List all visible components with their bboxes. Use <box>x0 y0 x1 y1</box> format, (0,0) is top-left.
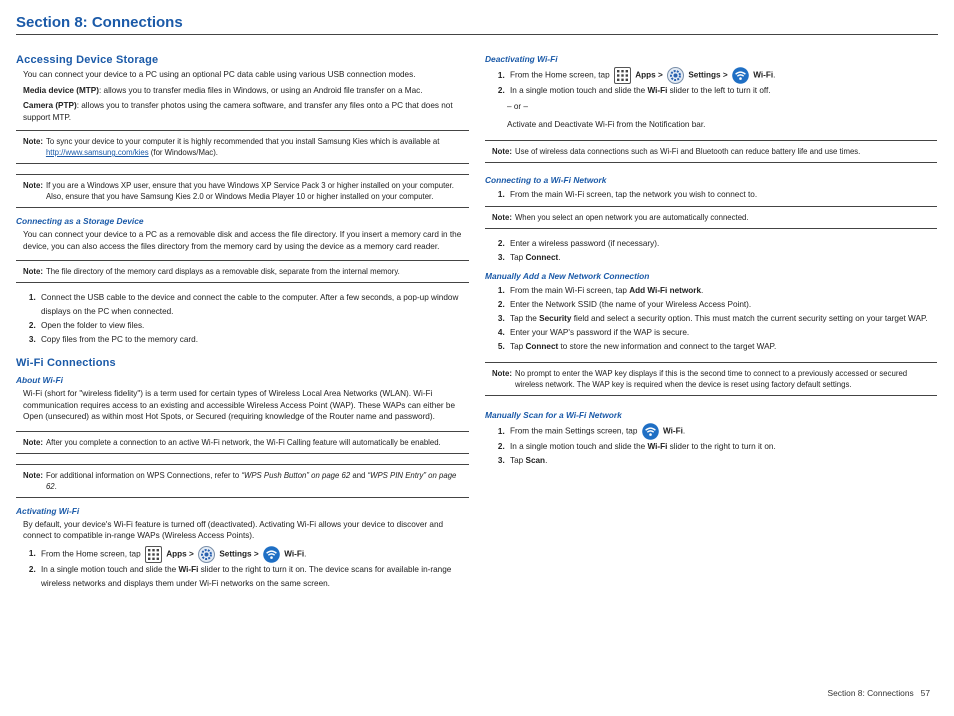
note-label: Note: <box>492 213 512 222</box>
note-text-b: and <box>350 470 368 480</box>
step-text-b: Wi-Fi <box>647 86 668 95</box>
note-text: If you are a Windows XP user, ensure that you have Windows XP Service Pack 3 or higher installed on your computer. Also, ensure that you have Samsung Kies 2.0 or Windows Media Player 10 or higher installed on your computer. <box>45 181 454 201</box>
step-text-c: field and select a security option. This must match the current security setting on your target WAP. <box>571 314 928 323</box>
list-item: 2. Enter a wireless password (if necessary). <box>507 237 937 251</box>
note-text: Use of wireless data connections such as Wi-Fi and Bluetooth can reduce battery life and use times. <box>514 147 861 156</box>
settings-label: Settings > <box>688 70 728 80</box>
step-text-b: Connect <box>525 253 559 262</box>
apps-grid-icon <box>614 67 631 84</box>
step-text-a: In a single motion touch and slide the <box>510 86 648 95</box>
ads-ptp <box>16 100 469 123</box>
connect-steps-b <box>485 237 937 265</box>
note-open-network <box>485 206 937 229</box>
scan-steps <box>485 423 937 468</box>
or-separator: – or – <box>507 102 528 111</box>
manual-steps <box>485 284 937 354</box>
heading-connecting-storage: Connecting as a Storage Device <box>16 216 144 226</box>
list-item: 3. Tap Connect. <box>507 251 937 265</box>
note-text-c: . <box>54 481 57 491</box>
note-text: The file directory of the memory card displays as a removable disk, separate from the internal memory. <box>45 267 400 276</box>
wifi-icon <box>732 67 749 84</box>
apps-label: Apps > <box>166 549 194 559</box>
list-item: 2. Open the folder to view files. <box>38 319 469 333</box>
note-samsung-kies <box>16 130 469 164</box>
list-item: 3. Copy files from the PC to the memory card. <box>38 333 469 347</box>
list-item: 1. From the main Settings screen, tap Wi-Fi. <box>507 423 937 440</box>
title-divider <box>16 34 938 35</box>
list-item <box>507 312 937 326</box>
mtp-text: : allows you to transfer media files in Windows, or using an Android file transfer on a Mac. <box>98 85 423 95</box>
step-text-a: Tap <box>510 342 526 351</box>
list-item: 1. Connect the USB cable to the device and connect the cable to the computer. After a few seconds, a pop-up window displays on the PC when connected. <box>38 291 469 319</box>
settings-gear-icon <box>667 67 684 84</box>
step-text-c: slider to the right to turn it on. <box>667 442 776 451</box>
step-text-b: Wi-Fi <box>178 564 199 574</box>
note-label: Note: <box>23 470 43 480</box>
wifi-label: Wi-Fi <box>662 426 683 436</box>
connect-steps-a <box>485 188 937 202</box>
settings-label: Settings > <box>219 549 259 559</box>
wps-pin-ref[interactable]: “WPS PIN Entry” on page 62 <box>45 470 457 491</box>
note-text <box>46 470 469 492</box>
page-title: Section 8: Connections <box>16 14 183 31</box>
step-text-b: Scan <box>525 456 546 465</box>
step-text-a: Tap <box>510 253 526 262</box>
note-text <box>46 136 469 158</box>
mtp-label: Media device (MTP) <box>23 85 99 95</box>
kies-link[interactable]: http://www.samsung.com/kies <box>45 148 149 157</box>
apps-label: Apps > <box>635 70 663 80</box>
note-text: No prompt to enter the WAP key displays if this is the second time to connect to a previously accessed or secured wireless network. The WAP key is required when the device is reset using factory default settings. <box>514 369 908 389</box>
note-label: Note: <box>23 267 43 276</box>
step-text-b: Wi-Fi <box>647 442 668 451</box>
deactivating-steps <box>485 67 937 98</box>
wps-push-ref[interactable]: “WPS Push Button” on page 62 <box>241 470 351 480</box>
list-item <box>507 440 937 454</box>
list-item <box>507 340 937 354</box>
list-item: 4. Enter your WAP's password if the WAP is secure. <box>507 326 937 340</box>
ads-intro: You can connect your device to a PC using an optional PC data cable using various USB connection modes. <box>23 70 416 79</box>
deactivate-alt: Activate and Deactivate Wi-Fi from the Notification bar. <box>507 120 706 129</box>
left-column <box>16 54 469 597</box>
note-text: When you select an open network you are automatically connected. <box>514 213 749 222</box>
ads-mtp <box>16 85 469 97</box>
footer-section: Section 8: Connections <box>827 688 914 698</box>
note-text: After you complete a connection to an active Wi-Fi network, the Wi-Fi Calling feature will automatically be enabled. <box>45 437 441 447</box>
list-item <box>507 84 937 98</box>
wifi-icon <box>263 546 280 563</box>
note-wifi-calling <box>16 431 469 454</box>
note-label: Note: <box>492 369 512 378</box>
wifi-label: Wi-Fi <box>753 70 774 80</box>
note-label: Note: <box>23 181 43 190</box>
list-item: 1. From the Home screen, tap Apps > Settings > Wi-Fi. <box>507 67 937 84</box>
note-wps <box>16 464 469 498</box>
ptp-text: : allows you to transfer photos using the camera software, and transfer any files onto a PC that does not support MTP. <box>23 101 453 122</box>
step-text-a: From the main Settings screen, tap <box>510 426 640 436</box>
heading-wifi-connections: Wi-Fi Connections <box>16 357 116 369</box>
step-text-a: In a single motion touch and slide the <box>41 564 179 574</box>
wifi-icon <box>642 423 659 440</box>
step-text-a: Tap the <box>510 314 540 323</box>
activating-steps <box>16 546 469 591</box>
heading-deactivating-wifi: Deactivating Wi-Fi <box>485 54 558 64</box>
heading-about-wifi: About Wi-Fi <box>16 375 63 385</box>
right-column <box>485 54 937 474</box>
list-item: 2. Enter the Network SSID (the name of your Wireless Access Point). <box>507 298 937 312</box>
list-item: 1. From the main Wi-Fi screen, tap Add Wi-Fi network. <box>507 284 937 298</box>
storage-steps <box>16 291 469 347</box>
note-wap-key <box>485 362 937 396</box>
note-windows-xp <box>16 174 469 208</box>
list-item: 1. From the Home screen, tap Apps > Settings > Wi-Fi. <box>38 546 469 563</box>
note-label: Note: <box>23 137 43 146</box>
note-battery <box>485 140 937 163</box>
step-text-a: In a single motion touch and slide the <box>510 442 648 451</box>
storage-intro: You can connect your device to a PC as a removable disk and access the file directory. If you insert a memory card in the device, you can also access the files directory from the memory card by using the device as a memory card reader. <box>23 230 462 251</box>
step-text-b: Security <box>539 314 572 323</box>
heading-manual-add: Manually Add a New Network Connection <box>485 271 650 281</box>
step-text-b: Add Wi-Fi network <box>629 286 701 295</box>
step-text-a: Tap <box>510 456 526 465</box>
settings-gear-icon <box>198 546 215 563</box>
activating-text: By default, your device's Wi-Fi feature is turned off (deactivated). Activating Wi-Fi allows your device to discover and connect to compatible in-range WAPs (Wireless Access Points). <box>23 519 444 540</box>
note-text-a: To sync your device to your computer it is highly recommended that you install Samsung Kies which is available at <box>45 137 440 146</box>
note-text-a: For additional information on WPS Connections, refer to <box>45 470 242 480</box>
ptp-label: Camera (PTP) <box>23 101 77 110</box>
step-text-c: slider to the left to turn it off. <box>667 86 771 95</box>
step-text-a: From the main Wi-Fi screen, tap <box>510 286 630 295</box>
note-text-b: (for Windows/Mac). <box>148 148 218 157</box>
step-text-b: Connect <box>525 342 559 351</box>
heading-accessing-device-storage: Accessing Device Storage <box>16 54 159 66</box>
step-text: From the Home screen, tap <box>41 549 143 559</box>
note-label: Note: <box>492 147 512 156</box>
list-item: 1. From the main Wi-Fi screen, tap the network you wish to connect to. <box>507 188 937 202</box>
note-memory-card <box>16 260 469 283</box>
wifi-label: Wi-Fi <box>284 549 305 559</box>
about-wifi-text: Wi-Fi (short for "wireless fidelity") is a term used for certain types of Wireless Local Area Networks (WLAN). Wi-Fi communication requires access to an existing and accessible Wireless Access Point (WAP). These WAPs can either be Open (unsecured) as within most Hot Spots, or Secured (requiring knowledge of the Router name and password). <box>23 389 455 421</box>
heading-manual-scan: Manually Scan for a Wi-Fi Network <box>485 410 622 420</box>
page-footer <box>828 688 930 698</box>
step-text: From the Home screen, tap <box>510 70 612 80</box>
heading-activating-wifi: Activating Wi-Fi <box>16 505 80 516</box>
footer-page-number: 57 <box>920 688 930 698</box>
list-item: 3. Tap Scan. <box>507 454 937 468</box>
step-text-c: to store the new information and connect to the target WAP. <box>558 342 777 351</box>
heading-connecting-network: Connecting to a Wi-Fi Network <box>485 175 607 185</box>
step-text-c: slider to the right to turn it on. The device scans for available in-range wireless networks and displays them under Wi-Fi networks on the same screen. <box>41 564 452 588</box>
note-label: Note: <box>23 437 43 447</box>
apps-grid-icon <box>145 546 162 563</box>
list-item <box>38 563 469 591</box>
